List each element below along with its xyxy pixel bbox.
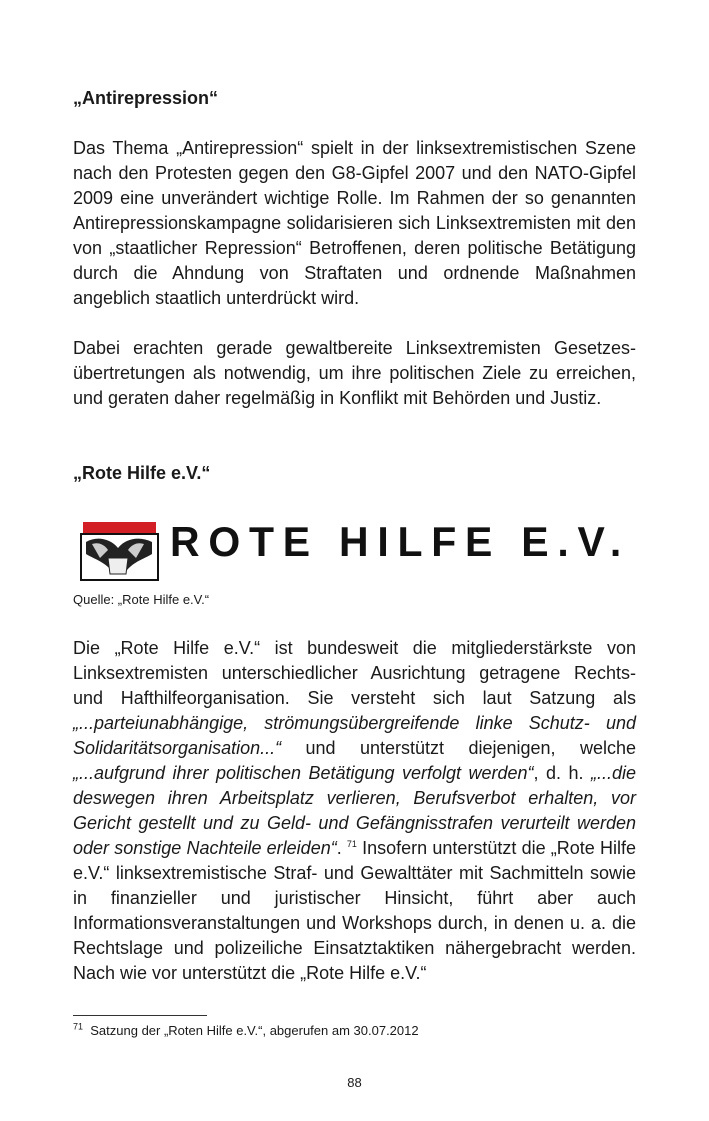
text-run: Insofern unterstützt die „Rote Hilfe e.V.“ linksextremistische Straf- und Gewalttäter mit Sachmitteln sowie in finanzieller und juristischer Hinsicht, führt aber auch Informationsveranstaltungen und Workshops durch, in denen u. a. die Rechtslage und polizeiliche Einsatztaktiken nähergebracht werden. Nach wie vor unterstützt die „Rote Hilfe e.V.“ [73, 838, 636, 983]
logo-wordmark: ROTE HILFE E.V. [170, 518, 630, 565]
fist-emblem-icon [81, 534, 158, 580]
footnote-reference[interactable]: 71 [346, 839, 357, 849]
footnote [73, 1022, 419, 1040]
footnote-text: Satzung der „Roten Hilfe e.V.“, abgerufen am 30.07.2012 [90, 1023, 419, 1038]
paragraph-rote-hilfe [73, 636, 636, 986]
quote-statute-1: „...parteiunabhängige, strömungsübergreifende linke Schutz- und Solidaritätsorganisation...“ [73, 713, 636, 758]
text-run: und unterstützt diejenigen, welche [281, 738, 636, 758]
quote-statute-3: „...die deswegen ihren Arbeitsplatz verlieren, Berufsverbot erhalten, vor Gericht gestellt und zu Geld- und Gefängnisstrafen verurteilt werden oder sonstige Nachteile erleiden“ [73, 763, 636, 858]
text-run: . [336, 838, 347, 858]
image-caption: Quelle: „Rote Hilfe e.V.“ [73, 592, 210, 607]
page-number: 88 [347, 1075, 362, 1090]
text-run: , d. h. [533, 763, 591, 783]
footnote-number: 71 [73, 1021, 84, 1032]
paragraph-antirepression-1: Das Thema „Antirepression“ spielt in der linksextremistischen Szene nach den Protesten gegen den G8-Gipfel 2007 und den NATO-Gipfel 2009 eine unverändert wichtige Rolle. Im Rahmen der so genannten Antirepressionskampagne solidarisieren sich Linksextremisten mit den von „staatlicher Repression“ Betroffenen, deren politische Betätigung durch die Ahndung von Straftaten und ordnende Maßnahmen angeblich staatlich unterdrückt wird. [73, 138, 636, 308]
footnote-divider [73, 1015, 207, 1016]
text-run: Die „Rote Hilfe e.V.“ ist bundesweit die mitgliederstärkste von Linksextremisten unterschiedlicher Ausrichtung getragene Rechts- und Hafthilfeorganisation. Sie versteht sich laut Satzung als [73, 638, 636, 708]
rote-hilfe-logo [78, 514, 638, 584]
paragraph-antirepression-2: Dabei erachten gerade gewaltbereite Linksextremisten Gesetzesübertretungen als notwendig, um ihre politischen Ziele zu erreichen, und geraten daher regelmäßig in Konflikt mit Behörden und Justiz. [73, 338, 636, 408]
quote-statute-2: „...aufgrund ihrer politischen Betätigung verfolgt werden“ [73, 763, 534, 783]
section-heading-antirepression: „Antirepression“ [73, 88, 219, 108]
section-heading-rote-hilfe: „Rote Hilfe e.V.“ [73, 463, 211, 483]
